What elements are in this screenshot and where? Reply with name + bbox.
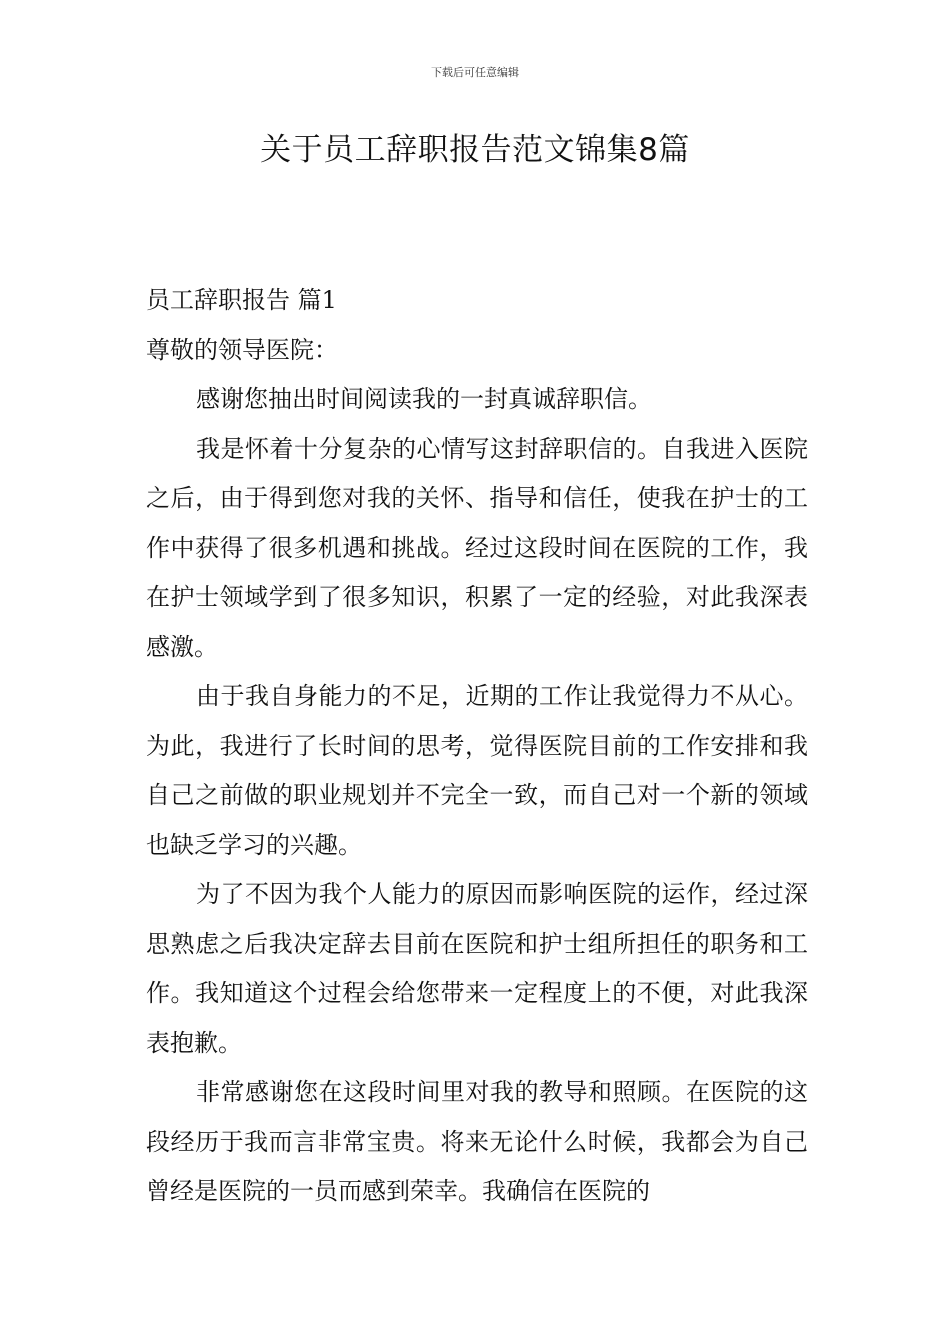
document-body: [146, 276, 808, 1217]
download-note: 下载后可任意编辑: [431, 66, 519, 79]
salutation: 尊敬的领导医院：: [146, 335, 338, 364]
section-heading: 员工辞职报告 篇1: [146, 286, 337, 314]
paragraph-5: 非常感谢您在这段时间里对我的教导和照顾。在医院的这段经历于我而言非常宝贵。将来无论什么时候，我都会为自己曾经是医院的一员而感到荣幸。我确信在医院的: [146, 1078, 808, 1205]
document-title: 关于员工辞职报告范文锦集8篇: [260, 132, 690, 168]
paragraph-4: 为了不因为我个人能力的原因而影响医院的运作，经过深思熟虑之后我决定辞去目前在医院和护士组所担任的职务和工作。我知道这个过程会给您带来一定程度上的不便，对此我深表抱歉。: [146, 880, 808, 1057]
paragraph-3: 由于我自身能力的不足，近期的工作让我觉得力不从心。为此，我进行了长时间的思考，觉得医院目前的工作安排和我自己之前做的职业规划并不完全一致，而自己对一个新的领域也缺乏学习的兴趣。: [146, 682, 808, 859]
paragraph-1: 感谢您抽出时间阅读我的一封真诚辞职信。: [196, 385, 652, 413]
paragraph-2: 我是怀着十分复杂的心情写这封辞职信的。自我进入医院之后，由于得到您对我的关怀、指导和信任，使我在护士的工作中获得了很多机遇和挑战。经过这段时间在医院的工作，我在护士领域学到了很多知识，积累了一定的经验，对此我深表感激。: [146, 434, 808, 661]
